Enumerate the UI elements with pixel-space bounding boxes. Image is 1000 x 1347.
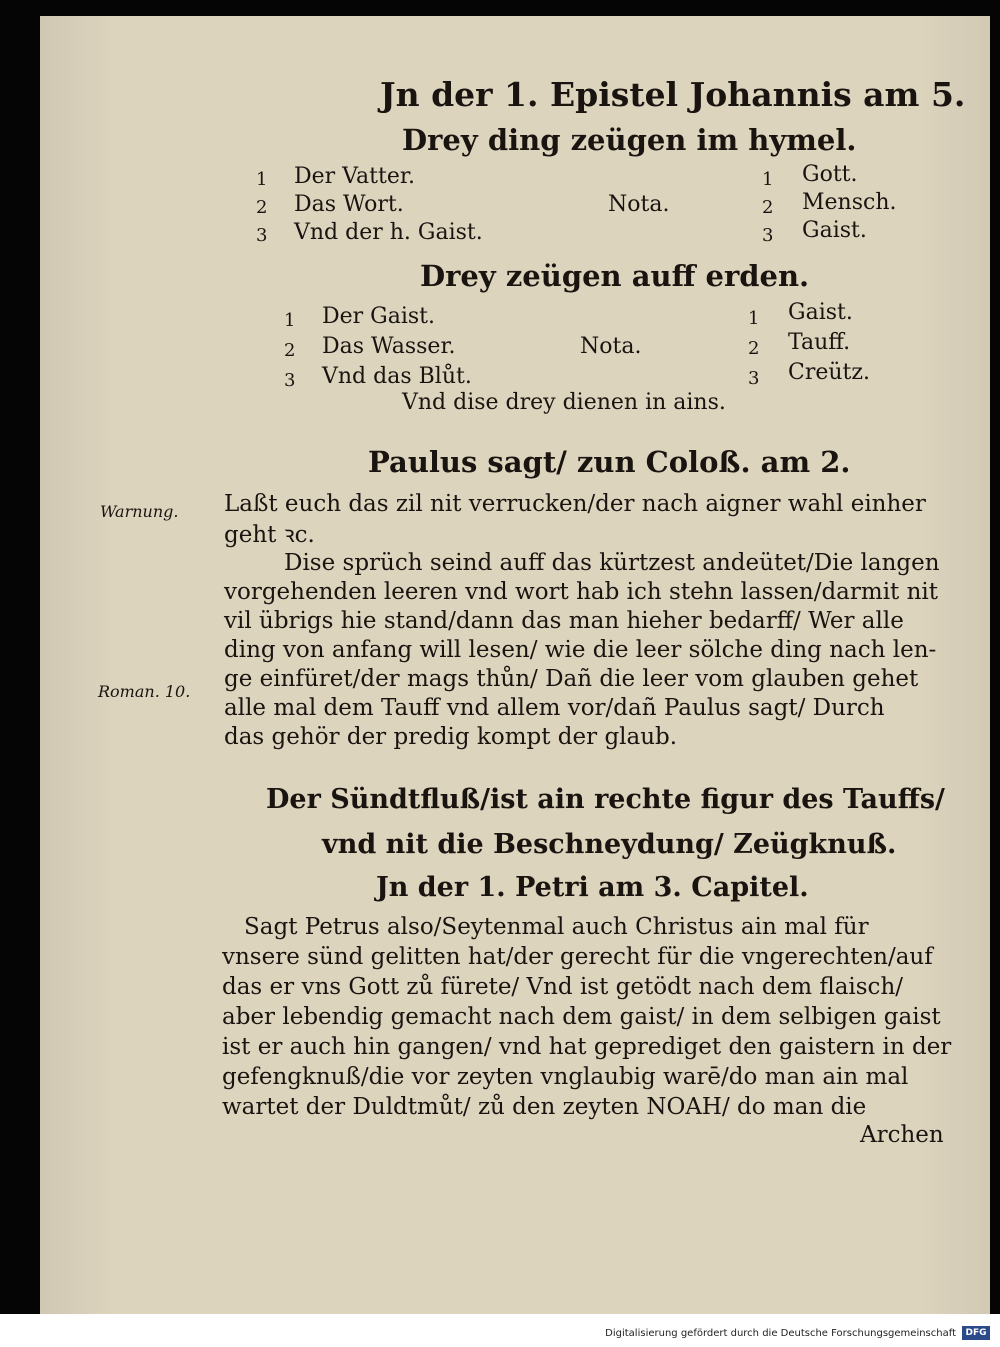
book-page xyxy=(40,16,990,1314)
section1-subtitle: Drey ding zeügen im hymel. xyxy=(402,123,857,157)
list-number: 3 xyxy=(748,368,760,389)
body-line: vorgehenden leeren vnd wort hab ich stehn lassen/darmit nit xyxy=(224,579,939,605)
list-number: 1 xyxy=(748,308,760,329)
section3-title: Paulus sagt/ zun Coloß. am 2. xyxy=(368,445,851,479)
body-line: Dise sprüch seind auff das kürtzest andeütet/Die langen xyxy=(284,550,940,576)
body-line: ding von anfang will lesen/ wie die leer sölche ding nach len- xyxy=(224,637,937,663)
nota-label: Nota. xyxy=(608,192,670,217)
body-line: ge einfüret/der mags thůn/ Dañ die leer vom glauben gehet xyxy=(224,666,919,692)
list-number: 3 xyxy=(256,225,268,246)
list-item: Der Gaist. xyxy=(322,304,436,329)
body-line: vil übrigs hie stand/dann das man hieher bedarff/ Wer alle xyxy=(224,608,904,634)
body-line: wartet der Duldtmůt/ zů den zeyten NOAH/ do man die xyxy=(222,1094,867,1120)
body-line: das er vns Gott zů fürete/ Vnd ist getödt nach dem flaisch/ xyxy=(222,974,904,1000)
body-line: geht ꝛc. xyxy=(224,522,315,548)
list-number: 1 xyxy=(256,169,268,190)
list-number: 2 xyxy=(256,197,268,218)
list-item: Das Wasser. xyxy=(322,334,456,359)
section1-title: Jn der 1. Epistel Johannis am 5. xyxy=(380,75,966,114)
section2-closing: Vnd dise drey dienen in ains. xyxy=(402,390,726,415)
section4-title-line: Der Sündtfluß/ist ain rechte figur des Tauffs/ xyxy=(266,784,945,815)
body-line: Laßt euch das zil nit verrucken/der nach aigner wahl einher xyxy=(224,491,926,517)
margin-note: Roman. 10. xyxy=(98,682,191,701)
body-line: gefengknuß/die vor zeyten vnglaubig warē/do man ain mal xyxy=(222,1064,909,1090)
digitization-credit: Digitalisierung gefördert durch die Deutsche Forschungsgemeinschaft xyxy=(605,1328,956,1339)
list-item: Mensch. xyxy=(802,190,897,215)
list-item: Der Vatter. xyxy=(294,164,415,189)
section2-subtitle: Drey zeügen auff erden. xyxy=(420,259,810,293)
dfg-logo: DFG xyxy=(962,1326,990,1340)
list-item: Gaist. xyxy=(802,218,867,243)
catchword: Archen xyxy=(860,1122,944,1148)
list-number: 2 xyxy=(748,338,760,359)
body-line: ist er auch hin gangen/ vnd hat geprediget den gaistern in der xyxy=(222,1034,952,1060)
list-number: 3 xyxy=(762,225,774,246)
list-number: 2 xyxy=(762,197,774,218)
list-item: Vnd der h. Gaist. xyxy=(294,220,483,245)
section4-title-line: vnd nit die Beschneydung/ Zeügknuß. xyxy=(322,829,897,860)
list-item: Gaist. xyxy=(788,300,853,325)
body-line: vnsere sünd gelitten hat/der gerecht für die vngerechten/auf xyxy=(222,944,933,970)
list-number: 3 xyxy=(284,370,296,391)
body-line: Sagt Petrus also/Seytenmal auch Christus ain mal für xyxy=(244,914,869,940)
nota-label: Nota. xyxy=(580,334,642,359)
section4-title-line: Jn der 1. Petri am 3. Capitel. xyxy=(376,872,809,903)
list-number: 1 xyxy=(284,310,296,331)
list-item: Creütz. xyxy=(788,360,870,385)
body-line: alle mal dem Tauff vnd allem vor/dañ Paulus sagt/ Durch xyxy=(224,695,885,721)
list-number: 1 xyxy=(762,169,774,190)
list-item: Vnd das Blůt. xyxy=(322,364,472,389)
body-line: das gehör der predig kompt der glaub. xyxy=(224,724,678,750)
list-number: 2 xyxy=(284,340,296,361)
list-item: Das Wort. xyxy=(294,192,404,217)
body-line: aber lebendig gemacht nach dem gaist/ in dem selbigen gaist xyxy=(222,1004,941,1030)
margin-note: Warnung. xyxy=(100,502,179,521)
list-item: Gott. xyxy=(802,162,858,187)
list-item: Tauff. xyxy=(788,330,851,355)
